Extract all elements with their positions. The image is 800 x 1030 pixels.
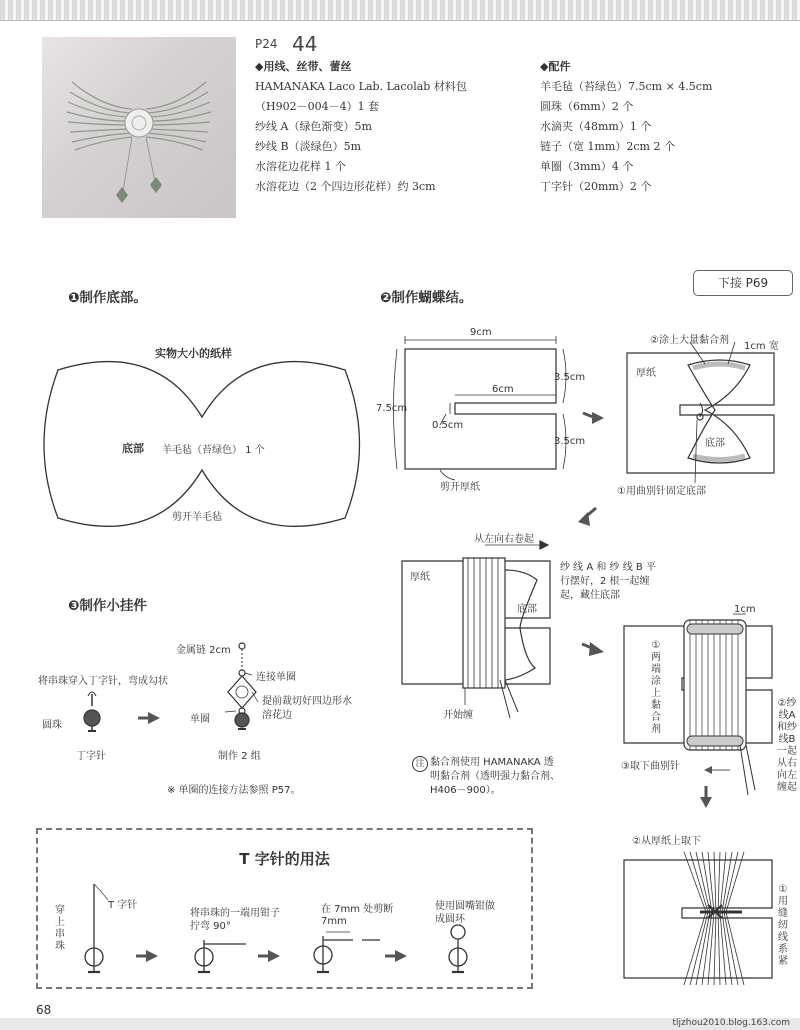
bead-label: 圆珠 — [42, 720, 62, 731]
part-line: 圆珠（6mm）2 个 — [540, 100, 634, 113]
part-line: 链子（宽 1mm）2cm 2 个 — [540, 140, 675, 153]
board-label-2: 厚纸 — [410, 572, 430, 583]
base-label: 底部 — [122, 442, 144, 455]
materials-heading: ◆用线、丝带、蕾丝 — [255, 60, 352, 73]
material-line: 水溶花边（2 个四边形花样）约 3cm — [255, 180, 436, 193]
parts-heading: ◆配件 — [540, 60, 571, 73]
material-line: 纱线 A（绿色渐变）5m — [255, 120, 372, 133]
make-2-sets: 制作 2 组 — [218, 751, 261, 762]
part-line: 丁字针（20mm）2 个 — [540, 180, 652, 193]
ring-label: 单圈 — [190, 714, 210, 725]
tpin-label: 丁字针 — [76, 751, 106, 762]
material-line: （H902－004－4）1 套 — [255, 100, 380, 113]
item-number: 44 — [292, 32, 318, 56]
ring-link-label: 连接单圈 — [256, 672, 296, 683]
bend-note: 将串珠的一端用钳子拧弯 90° — [190, 908, 280, 932]
roll-note: 从左向右卷起 — [474, 534, 534, 545]
dim-3-5cm-top: 3.5cm — [554, 372, 586, 383]
lace-cut-note: 提前裁切好四边形水溶花边 — [262, 696, 352, 721]
part-line: 单圈（3mm）4 个 — [540, 160, 634, 173]
step2-title: ❷制作蝴蝶结。 — [380, 290, 473, 306]
chain-label: 金属链 2cm — [176, 645, 231, 656]
tie-note: ①用缝纫线系紧 — [778, 884, 788, 967]
tie-diagram — [624, 852, 772, 985]
glue-info: 黏合剂使用 HAMANAKA 透明黏合剂（透明强力黏合剂、H406－900）。 — [430, 757, 560, 796]
material-line: HAMANAKA Laco Lab. Lacolab 材料包 — [255, 80, 467, 93]
pin-note: ①用曲别针固定底部 — [617, 486, 706, 497]
next-page-ref: 下接 P69 — [693, 270, 793, 296]
dim-1cm: 1cm — [734, 604, 756, 615]
dim-9cm: 9cm — [470, 327, 492, 338]
start-wrap-label: 开始缠 — [443, 710, 473, 721]
remove-clip-note: ③取下曲别针 — [621, 761, 680, 772]
ring-reference-note: ※ 单圈的连接方法参照 P57。 — [167, 785, 301, 796]
cardboard-cut-diagram — [394, 336, 567, 480]
glue-both-ends-note: ①两端涂上黏合剂 — [651, 640, 661, 735]
dim-7-5cm: 7.5cm — [376, 403, 408, 414]
wrap-right-left-note: ②纱线A和纱线B一起从右向左缠起 — [777, 698, 797, 793]
dim-3-5cm-bottom: 3.5cm — [554, 436, 586, 447]
cut-felt-note: 剪开羊毛毡 — [172, 512, 222, 523]
remove-board-note: ②从厚纸上取下 — [632, 836, 701, 847]
tpin-guide-label: T 字针 — [108, 900, 138, 911]
note-mark: 注 — [412, 756, 428, 772]
dim-6cm: 6cm — [492, 384, 514, 395]
dim-0-5cm: 0.5cm — [432, 420, 464, 431]
yarn-note: 纱 线 A 和 纱 线 B 平行摆好，2 根一起缠起，藏住底部 — [560, 562, 656, 601]
loop-note: 使用圆嘴钳做成圆环 — [435, 901, 495, 925]
part-line: 羊毛毡（苔绿色）7.5cm × 4.5cm — [540, 80, 713, 93]
base-material: 羊毛毡（苔绿色） 1 个 — [162, 445, 265, 456]
thread-bead-note: 穿上串珠 — [55, 905, 65, 952]
cut-board-note: 剪开厚纸 — [440, 482, 480, 493]
board-label: 厚纸 — [636, 368, 656, 379]
material-line: 水溶花边花样 1 个 — [255, 160, 346, 173]
page-number: 68 — [36, 1003, 52, 1017]
charm-diagram — [84, 643, 258, 731]
mm7-label: 7mm — [321, 916, 347, 927]
part-line: 水滴夹（48mm）1 个 — [540, 120, 652, 133]
page-ref: P24 — [255, 37, 278, 51]
blog-url: tljzhou2010.blog.163.com — [672, 1018, 790, 1028]
cut-7mm-note: 在 7mm 处剪断 — [321, 904, 394, 915]
base-label-2: 底部 — [705, 438, 725, 449]
material-line: 纱线 B（淡绿色）5m — [255, 140, 362, 153]
width-1cm: 1cm 宽 — [744, 341, 779, 352]
tpin-guide-title: T 字针的用法 — [239, 850, 330, 868]
step1-title: ❶制作底部。 — [68, 290, 147, 306]
glue-note: ②涂上大量黏合剂 — [650, 335, 729, 346]
pattern-title: 实物大小的纸样 — [155, 347, 232, 360]
bead-note: 将串珠穿入丁字针，弯成勾状 — [38, 676, 168, 687]
step3-title: ❸制作小挂件 — [68, 598, 147, 614]
base-label-3: 底部 — [517, 604, 537, 615]
